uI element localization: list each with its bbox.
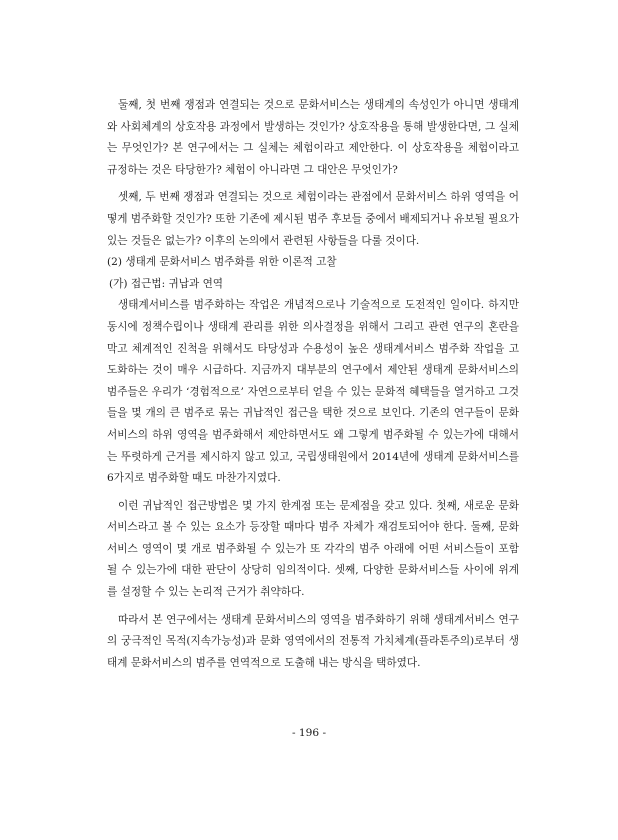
body-text	[107, 95, 519, 674]
paragraph-third-issue: 셋째, 두 번째 쟁점과 연결되는 것으로 체험이라는 관점에서 문화서비스 하위 영역을 어떻게 범주화할 것인가? 또한 기존에 제시된 범주 후보들 중에서 배제되거나 유보될 필요가 있는 것들은 없는가? 이후의 논의에서 관련된 사항들을 다룰 것이다.	[107, 191, 519, 247]
page-number: - 196 -	[291, 727, 327, 739]
subsection-heading: (가) 접근법: 귀납과 연역	[109, 277, 224, 290]
section-heading: (2) 생태계 문화서비스 범주화를 위한 이론적 고찰	[107, 256, 337, 269]
paragraph-second-issue: 둘째, 첫 번째 쟁점과 연결되는 것으로 문화서비스는 생태계의 속성인가 아니면 생태계와 사회체계의 상호작용 과정에서 발생하는 것인가? 상호작용을 통해 발생한다면, 그 실체는 무엇인가? 본 연구에서는 그 실체는 체험이라고 제안한다. 이 상호작용을 체험이라고 규정하는 것은 타당한가? 체험이 아니라면 그 대안은 무엇인가?	[107, 99, 519, 176]
paragraph-inductive-limits: 이런 귀납적인 접근방법은 몇 가지 한계점 또는 문제점을 갖고 있다. 첫째, 새로운 문화서비스라고 볼 수 있는 요소가 등장할 때마다 범주 자체가 재검토되어야 한다. 둘째, 문화서비스 영역이 몇 개로 범주화될 수 있는가 또 각각의 범주 아래에 어떤 서비스들이 포함될 수 있는가에 대한 판단이 상당히 임의적이다. 셋째, 다양한 문화서비스들 사이에 위계를 설정할 수 있는 논리적 근거가 취약하다.	[107, 499, 519, 599]
paragraph-deductive-approach: 따라서 본 연구에서는 생태계 문화서비스의 영역을 범주화하기 위해 생태계서비스 연구의 궁극적인 목적(지속가능성)과 문화 영역에서의 전통적 가치체계(플라톤주의)로부터 생태계 문화서비스의 범주를 연역적으로 도출해 내는 방식을 택하였다.	[107, 613, 519, 669]
paragraph-categorization: 생태계서비스를 범주화하는 작업은 개념적으로나 기술적으로 도전적인 일이다. 하지만 동시에 정책수립이나 생태계 관리를 위한 의사결정을 위해서 그리고 관련 연구의 혼란을 막고 체계적인 진척을 위해서도 타당성과 수용성이 높은 생태계서비스 범주화 작업을 고도화하는 것이 매우 시급하다. 지금까지 대부분의 연구에서 제안된 생태계 문화서비스의 범주들은 우리가 ‘경험적으로’ 자연으로부터 얻을 수 있는 문화적 혜택들을 열거하고 그것들을 몇 개의 큰 범주로 묶는 귀납적인 접근을 택한 것으로 보인다. 기존의 연구들이 문화서비스의 하위 영역을 범주화해서 제안하면서도 왜 그렇게 범주화될 수 있는가에 대해서는 뚜렷하게 근거를 제시하지 않고 있고, 국립생태원에서 2014년에 생태계 문화서비스를 6가지로 범주화할 때도 마찬가지였다.	[107, 299, 519, 485]
